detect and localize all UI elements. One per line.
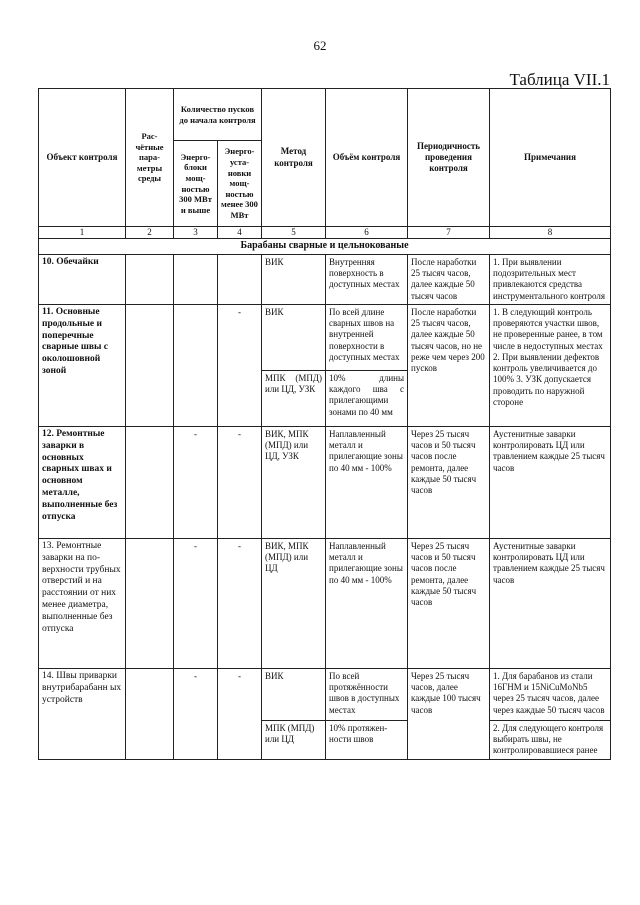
header-period: Периодичность проведения контроля <box>408 89 490 227</box>
row-object: 14. Швы приварки внутрибарабанн ых устройств <box>39 668 126 759</box>
col-number: 4 <box>218 227 262 239</box>
col-number: 2 <box>126 227 174 239</box>
row-volume: Наплавленный металл и прилегающие зоны по 40 мм - 100% <box>326 426 408 538</box>
row-period: После наработки 25 тысяч часов, далее каждые 50 тысяч часов <box>408 254 490 304</box>
row-object: 12. Ремонтные заварки в основных сварных швах и основном металле, выполненные без отпуска <box>39 426 126 538</box>
row-method: ВИК <box>262 254 326 304</box>
row-volume: По всей длине сварных швов на внутренней поверхности в доступных местах <box>326 304 408 370</box>
table-row <box>39 426 611 538</box>
row-method: ВИК <box>262 304 326 370</box>
col-number: 6 <box>326 227 408 239</box>
row-starts-less: - <box>218 538 262 668</box>
row-starts-less: - <box>218 304 262 426</box>
row-method: ВИК, МПК (МПД) или ЦД <box>262 538 326 668</box>
row-starts-300: - <box>174 538 218 668</box>
header-starts: Количество пусков до начала контроля <box>174 89 262 141</box>
section-title: Барабаны сварные и цельнокованые <box>39 239 611 255</box>
col-number: 5 <box>262 227 326 239</box>
row-object: 11. Основные продольные и поперечные сварные швы с околошовной зоной <box>39 304 126 426</box>
table-row <box>39 254 611 304</box>
table-row <box>39 538 611 668</box>
row-volume: Внутренняя поверхность в доступных местах <box>326 254 408 304</box>
header-object: Объект контроля <box>39 89 126 227</box>
table-row <box>39 668 611 720</box>
row-volume: По всей протяжённости швов в доступных местах <box>326 668 408 720</box>
row-starts-300: - <box>174 426 218 538</box>
col-number: 3 <box>174 227 218 239</box>
row-period: Через 25 тысяч часов и 50 тысяч часов после ремонта, далее каждые 50 тысяч часов <box>408 426 490 538</box>
table-title: Таблица VII.1 <box>509 70 610 89</box>
row-notes: Аустенитные заварки контролировать ЦД или травлением каждые 25 тысяч часов <box>490 538 611 668</box>
row-method: ВИК, МПК (МПД) или ЦД, УЗК <box>262 426 326 538</box>
row-method: МПК (МПД) или ЦД, УЗК <box>262 370 326 426</box>
row-volume: 10% длины каждого шва с прилегающими зонами по 40 мм <box>326 370 408 426</box>
row-volume: Наплавленный металл и прилегающие зоны по 40 мм - 100% <box>326 538 408 668</box>
row-object: 13. Ремонтные заварки на по-верхности трубных отверстий и на расстоянии от них менее диаметра, выполненные без отпуска <box>39 538 126 668</box>
row-period: Через 25 тысяч часов и 50 тысяч часов после ремонта, далее каждые 50 тысяч часов <box>408 538 490 668</box>
header-units-300: Энерго-блоки мощ-ностью 300 МВт и выше <box>174 141 218 227</box>
row-volume: 10% протяжен-ности швов <box>326 720 408 759</box>
row-starts-less: - <box>218 426 262 538</box>
row-notes: 2. Для следующего контроля выбирать швы, не контролировавшиеся ранее <box>490 720 611 759</box>
row-period: После наработки 25 тысяч часов, далее каждые 50 тысяч часов, но не реже чем через 200 пусков <box>408 304 490 426</box>
page-number: 62 <box>313 38 327 53</box>
row-period: Через 25 тысяч часов, далее каждые 100 тысяч часов <box>408 668 490 759</box>
row-method: МПК (МПД) или ЦД <box>262 720 326 759</box>
control-table <box>38 88 611 760</box>
header-method: Метод контроля <box>262 89 326 227</box>
header-volume: Объём контроля <box>326 89 408 227</box>
row-notes: 1. Для барабанов из стали 16ГНМ и 15NiCuMoNb5 через 25 тысяч часов, далее через каждые 50 тысяч часов <box>490 668 611 720</box>
row-starts-300: - <box>174 668 218 759</box>
header-notes: Примечания <box>490 89 611 227</box>
table-row <box>39 304 611 370</box>
col-number: 1 <box>39 227 126 239</box>
row-method: ВИК <box>262 668 326 720</box>
row-notes: Аустенитные заварки контролировать ЦД или травлением каждые 25 тысяч часов <box>490 426 611 538</box>
row-object: 10. Обечайки <box>39 254 126 304</box>
row-notes: 1. При выявлении подозрительных мест привлекаются средства инструментального контроля <box>490 254 611 304</box>
row-notes: 1. В следующий контроль проверяются участки швов, не проверенные ранее, в том числе в недоступных местах 2. При выявлении дефектов контроль увеличивается до 100% 3. УЗК допускается проводить по наружной стороне <box>490 304 611 426</box>
header-params: Рас-чётные пара-метры среды <box>126 89 174 227</box>
col-number: 7 <box>408 227 490 239</box>
header-units-less: Энерго-уста-новки мощ-ностью менее 300 МВт <box>218 141 262 227</box>
col-number: 8 <box>490 227 611 239</box>
row-starts-less: - <box>218 668 262 759</box>
